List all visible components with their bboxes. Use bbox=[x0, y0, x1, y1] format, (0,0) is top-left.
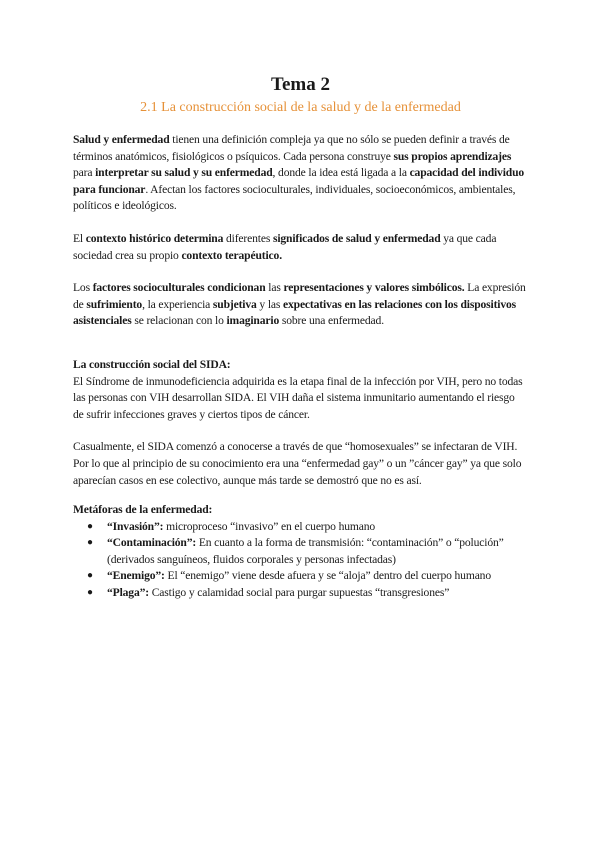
page-title: Tema 2 bbox=[271, 74, 330, 95]
bold-term: interpretar su salud y su enfermedad bbox=[95, 166, 273, 180]
text-span: diferentes bbox=[223, 231, 273, 245]
bold-term: capacidad del individuo para funcionar bbox=[73, 166, 525, 196]
bold-term: factores socioculturales condicionan bbox=[92, 281, 266, 295]
bullet-icon: ● bbox=[87, 537, 93, 549]
text-span: . Afectan los factores socioculturales, individuales, socioeconómicos, ambientales, políticos e ideológicos. bbox=[73, 182, 516, 213]
text-span: para bbox=[73, 166, 96, 180]
list-item bbox=[73, 568, 528, 585]
bullet-icon: ● bbox=[87, 570, 93, 582]
metaphor-text: El “enemigo” viene desde afuera y se “aloja” dentro del cuerpo humano bbox=[164, 569, 491, 583]
metaphor-term: “Plaga”: bbox=[107, 586, 149, 600]
text-span: , la experiencia bbox=[142, 297, 213, 311]
bullet-icon: ● bbox=[87, 587, 93, 599]
page-content bbox=[73, 74, 528, 602]
metaphor-text: En cuanto a la forma de transmisión: “contaminación” o “polución” (derivados sanguíneos, fluidos corporales y personas infectadas) bbox=[107, 536, 504, 566]
bold-term: contexto terapéutico. bbox=[181, 248, 282, 262]
text-span: sobre una enfermedad. bbox=[279, 314, 384, 328]
text-span: Los bbox=[73, 281, 93, 295]
bold-term: imaginario bbox=[226, 314, 280, 328]
bold-term: representaciones y valores simbólicos. bbox=[283, 281, 465, 295]
section-subtitle: 2.1 La construcción social de la salud y de la enfermedad bbox=[140, 100, 461, 115]
metaphors-list bbox=[73, 519, 528, 602]
text-span: se relacionan con lo bbox=[131, 314, 227, 328]
paragraph-contexto-historico bbox=[73, 231, 528, 264]
bold-term: sufrimiento bbox=[86, 297, 143, 311]
text-span: ya que cada sociedad crea su propio bbox=[73, 231, 497, 262]
metaphor-term: “Contaminación”: bbox=[107, 536, 197, 550]
text-span: las bbox=[265, 281, 284, 295]
sida-heading: La construcción social del SIDA: bbox=[73, 357, 231, 371]
metaphor-text: microproceso “invasivo” en el cuerpo humano bbox=[163, 519, 376, 533]
bold-term: significados de salud y enfermedad bbox=[272, 231, 441, 245]
bold-term: expectativas en las relaciones con los dispositivos asistenciales bbox=[73, 297, 517, 328]
list-item bbox=[73, 535, 528, 568]
metaphor-term: “Enemigo”: bbox=[107, 569, 165, 583]
metaphor-text: Castigo y calamidad social para purgar supuestas “transgresiones” bbox=[148, 586, 450, 600]
text-span: , donde la idea está ligada a la bbox=[272, 166, 410, 180]
bold-term: sus propios aprendizajes bbox=[393, 149, 512, 163]
bold-term: contexto histórico determina bbox=[85, 231, 224, 245]
bold-term: Salud y enfermedad bbox=[73, 133, 170, 146]
paragraph-sida-historia: Casualmente, el SIDA comenzó a conocerse a través de que “homosexuales” se infectaran de VIH. Por lo que al principio de su conocimiento era una “enfermedad gay” o un ”cáncer gay” ya que solo aparecían casos en ese colectivo, aunque más tarde se demostró que no es así. bbox=[73, 440, 522, 487]
list-item bbox=[73, 585, 528, 602]
text-span: La expresión de bbox=[73, 281, 526, 311]
list-item bbox=[73, 519, 528, 536]
text-span: tienen una definición compleja ya que no sólo se pueden definir a través de términos anatómicos, fisiológicos o psíquicos. Cada persona construye bbox=[73, 133, 510, 163]
metaphors-heading: Metáforas de la enfermedad: bbox=[73, 503, 213, 517]
text-span: y las bbox=[256, 297, 283, 311]
paragraph-factores-socioculturales bbox=[73, 280, 528, 330]
bullet-icon: ● bbox=[87, 520, 93, 532]
text-span: El bbox=[73, 231, 86, 245]
metaphor-term: “Invasión”: bbox=[107, 519, 164, 533]
paragraph-sida-definicion: El Síndrome de inmunodeficiencia adquirida es la etapa final de la infección por VIH, pero no todas las personas con VIH desarrollan SIDA. El VIH daña el sistema inmunitario aumentando el riesgo de sufrir infecciones graves y ciertos tipos de cáncer. bbox=[73, 374, 523, 421]
bold-term: subjetiva bbox=[212, 297, 257, 311]
paragraph-salud-enfermedad bbox=[73, 132, 528, 215]
